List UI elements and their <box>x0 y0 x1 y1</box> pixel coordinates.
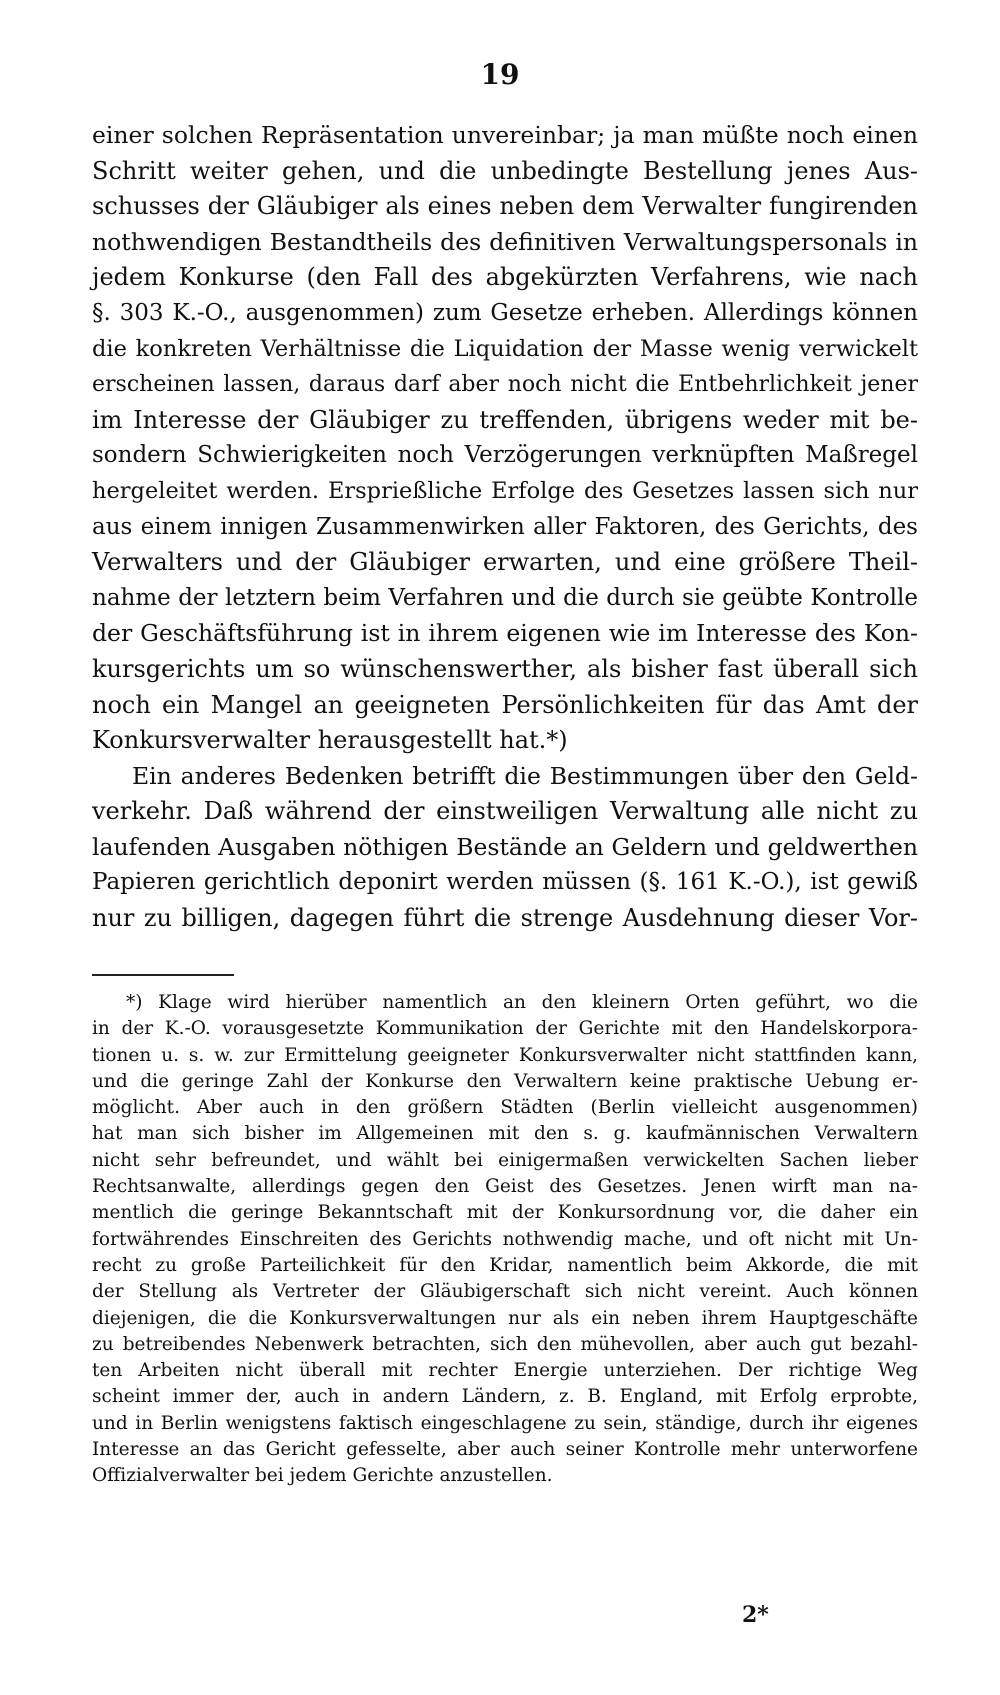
body-line: laufenden Ausgaben nöthigen Bestände an Geldern und geldwerthen <box>92 832 918 861</box>
footnote-divider <box>92 974 234 976</box>
body-line: noch ein Mangel an geeigneten Persönlichkeiten für das Amt der <box>92 690 918 719</box>
signature-mark: 2* <box>742 1602 769 1628</box>
footnotes <box>92 990 918 1490</box>
body-line: im Interesse der Gläubiger zu treffenden, übrigens weder mit be- <box>92 405 918 434</box>
footnote-line: ten Arbeiten nicht überall mit rechter Energie unterziehen. Der richtige Weg <box>92 1360 918 1382</box>
body-line: Ein anderes Bedenken betrifft die Bestimmungen über den Geld- <box>132 761 918 790</box>
body-line: sondern Schwierigkeiten noch Verzögerungen verknüpften Maßregel <box>92 442 918 469</box>
body-line: verkehr. Daß während der einstweiligen Verwaltung alle nicht zu <box>92 797 918 826</box>
footnote-line: und in Berlin wenigstens faktisch eingeschlagene zu sein, ständige, durch ihr eigenes <box>92 1412 918 1434</box>
footnote-line: Offizialverwalter bei jedem Gerichte anzustellen. <box>92 1465 553 1487</box>
body-line: einer solchen Repräsentation unvereinbar; ja man müßte noch einen <box>92 121 918 149</box>
footnote-line: nicht sehr befreundet, und wählt bei einigermaßen verwickelten Sachen lieber <box>92 1149 918 1171</box>
body-line: jedem Konkurse (den Fall des abgekürzten Verfahrens, wie nach <box>92 263 918 292</box>
body-line: Verwalters und der Gläubiger erwarten, und eine größere Theil- <box>92 548 918 577</box>
body-line: kursgerichts um so wünschenswerther, als bisher fast überall sich <box>92 654 918 683</box>
body-line: nahme der letztern beim Verfahren und die durch sie geübte Kontrolle <box>92 584 918 611</box>
footnote-line: hat man sich bisher im Allgemeinen mit den s. g. kaufmännischen Verwaltern <box>92 1123 918 1145</box>
body-line: Papieren gerichtlich deponirt werden müssen (§. 161 K.-O.), ist gewiß <box>92 869 918 896</box>
body-line: die konkreten Verhältnisse die Liquidation der Masse wenig verwickelt <box>92 335 918 362</box>
footnote-line: in der K.-O. vorausgesetzte Kommunikation der Gerichte mit den Handelskorpora- <box>92 1018 918 1040</box>
footnote-line: mentlich die geringe Bekanntschaft mit der Konkursordnung vor, die daher ein <box>92 1202 918 1224</box>
page-number: 19 <box>480 58 520 91</box>
footnote-line: diejenigen, die die Konkursverwaltungen nur als ein neben ihrem Hauptgeschäfte <box>92 1307 918 1329</box>
footnote-line: Interesse an das Gericht gefesselte, aber auch seiner Kontrolle mehr unterworfene <box>92 1439 918 1461</box>
footnote-line: *) Klage wird hierüber namentlich an den kleinern Orten geführt, wo die <box>126 992 918 1013</box>
footnote-line: tionen u. s. w. zur Ermittelung geeigneter Konkursverwalter nicht stattfinden kann, <box>92 1044 918 1066</box>
body-line: der Geschäftsführung ist in ihrem eigenen wie im Interesse des Kon- <box>92 619 918 648</box>
footnote-line: zu betreibendes Nebenwerk betrachten, sich den mühevollen, aber auch gut bezahl- <box>92 1333 918 1355</box>
body-line: erscheinen lassen, daraus darf aber noch nicht die Entbehrlichkeit jener <box>92 372 918 398</box>
footnote-line: Rechtsanwalte, allerdings gegen den Geist des Gesetzes. Jenen wirft man na- <box>92 1176 918 1198</box>
footnote-line: möglicht. Aber auch in den größern Städten (Berlin vielleicht ausgenommen) <box>92 1097 918 1119</box>
footnote-line: und die geringe Zahl der Konkurse den Verwaltern keine praktische Uebung er- <box>92 1070 918 1092</box>
footnote-line: scheint immer der, auch in andern Ländern, z. B. England, mit Erfolg erprobte, <box>92 1386 918 1408</box>
body-line: Konkursverwalter herausgestellt hat.*) <box>92 726 568 755</box>
body-line: schusses der Gläubiger als eines neben dem Verwalter fungirenden <box>92 192 918 221</box>
body-text <box>92 118 918 937</box>
footnote-line: der Stellung als Vertreter der Gläubigerschaft sich nicht vereint. Auch können <box>92 1281 918 1303</box>
body-line: aus einem innigen Zusammenwirken aller Faktoren, des Gerichts, des <box>92 513 918 540</box>
body-line: hergeleitet werden. Ersprießliche Erfolge des Gesetzes lassen sich nur <box>92 477 918 504</box>
body-line: §. 303 K.-O., ausgenommen) zum Gesetze erheben. Allerdings können <box>92 299 918 326</box>
body-line: Schritt weiter gehen, und die unbedingte Bestellung jenes Aus- <box>92 156 918 185</box>
body-line: nothwendigen Bestandtheils des definitiven Verwaltungspersonals in <box>92 227 918 256</box>
footnote-line: fortwährendes Einschreiten des Gerichts nothwendig mache, und oft nicht mit Un- <box>92 1228 918 1250</box>
body-line: nur zu billigen, dagegen führt die strenge Ausdehnung dieser Vor- <box>92 904 918 933</box>
footnote-line: recht zu große Parteilichkeit für den Kridar, namentlich beim Akkorde, die mit <box>92 1254 918 1276</box>
